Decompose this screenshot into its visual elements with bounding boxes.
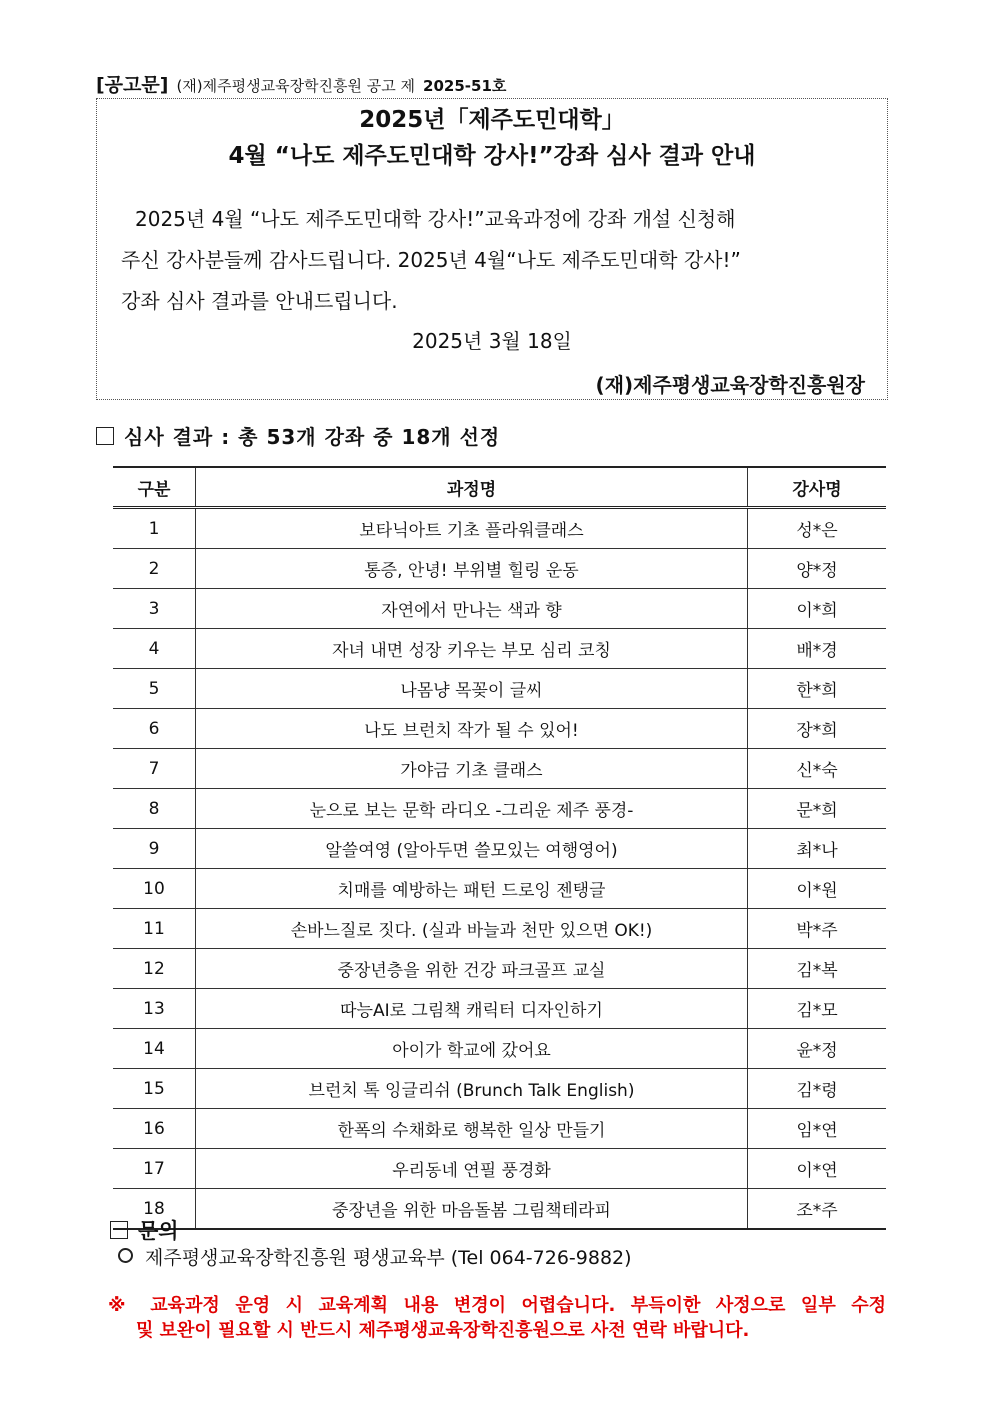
course-name: 한폭의 수채화로 행복한 일상 만들기 xyxy=(196,1109,748,1149)
row-number: 4 xyxy=(113,629,196,669)
notice-tag: [공고문] xyxy=(96,74,169,96)
table-row xyxy=(113,1109,886,1149)
course-name: 알쓸여영 (알아두면 쓸모있는 여행영어) xyxy=(196,829,748,869)
instructor-name: 조*주 xyxy=(748,1189,887,1230)
circle-bullet-icon xyxy=(118,1248,133,1263)
table-row xyxy=(113,909,886,949)
table-header-row xyxy=(113,467,886,508)
row-number: 10 xyxy=(113,869,196,909)
section-heading xyxy=(96,421,500,450)
instructor-name: 신*숙 xyxy=(748,749,887,789)
table-row xyxy=(113,829,886,869)
instructor-name: 성*은 xyxy=(748,508,887,549)
checkbox-square-icon xyxy=(110,1221,128,1239)
contact-text: 제주평생교육장학진흥원 평생교육부 (Tel 064-726-9882) xyxy=(145,1247,632,1269)
instructor-name: 이*희 xyxy=(748,589,887,629)
row-number: 7 xyxy=(113,749,196,789)
page-subtitle: 4월 “나도 제주도민대학 강사!”강좌 심사 결과 안내 xyxy=(228,143,756,169)
table-row xyxy=(113,549,886,589)
column-header: 구분 xyxy=(113,467,196,508)
inquiry-heading xyxy=(110,1215,179,1245)
course-name: 브런치 톡 잉글리쉬 (Brunch Talk English) xyxy=(196,1069,748,1109)
course-name: 치매를 예방하는 패턴 드로잉 젠탱글 xyxy=(196,869,748,909)
instructor-name: 윤*정 xyxy=(748,1029,887,1069)
table-row xyxy=(113,1149,886,1189)
row-number: 18 xyxy=(113,1189,196,1230)
row-number: 8 xyxy=(113,789,196,829)
instructor-name: 임*연 xyxy=(748,1109,887,1149)
instructor-name: 이*원 xyxy=(748,869,887,909)
instructor-name: 양*정 xyxy=(748,549,887,589)
inquiry-contact xyxy=(118,1243,632,1270)
course-name: 중장년층을 위한 건강 파크골프 교실 xyxy=(196,949,748,989)
row-number: 3 xyxy=(113,589,196,629)
table-row xyxy=(113,949,886,989)
warning-line: ※ 교육과정 운영 시 교육계획 내용 변경이 어렵습니다. 부득이한 사정으로 일부 수정 xyxy=(108,1295,886,1316)
instructor-name: 김*복 xyxy=(748,949,887,989)
notice-number: 2025-51호 xyxy=(423,77,507,95)
table-row xyxy=(113,629,886,669)
course-name: 중장년을 위한 마음돌봄 그림책테라피 xyxy=(196,1189,748,1230)
course-name: 통증, 안녕! 부위별 힐링 운동 xyxy=(196,549,748,589)
table-row xyxy=(113,1189,886,1230)
table-row xyxy=(113,749,886,789)
table-row xyxy=(113,508,886,549)
warning-line: 및 보완이 필요할 시 반드시 제주평생교육장학진흥원으로 사전 연락 바랍니다. xyxy=(136,1320,750,1341)
row-number: 2 xyxy=(113,549,196,589)
row-number: 6 xyxy=(113,709,196,749)
inquiry-title: 문의 xyxy=(138,1219,179,1243)
announcement-date: 2025년 3월 18일 xyxy=(412,329,572,353)
row-number: 17 xyxy=(113,1149,196,1189)
signer: (재)제주평생교육장학진흥원장 xyxy=(595,373,865,397)
column-header: 과정명 xyxy=(196,467,748,508)
warning-notice xyxy=(108,1293,886,1343)
course-name: 자연에서 만나는 색과 향 xyxy=(196,589,748,629)
row-number: 14 xyxy=(113,1029,196,1069)
course-name: 나몸냥 목꽂이 글씨 xyxy=(196,669,748,709)
notice-line xyxy=(96,70,506,97)
course-name: 따능AI로 그림책 캐릭터 디자인하기 xyxy=(196,989,748,1029)
table-row xyxy=(113,869,886,909)
column-header: 강사명 xyxy=(748,467,887,508)
body-line: 강좌 심사 결과를 안내드립니다. xyxy=(121,289,398,313)
section-title: 심사 결과 : 총 53개 강좌 중 18개 선정 xyxy=(124,425,501,449)
instructor-name: 문*희 xyxy=(748,789,887,829)
body-line: 2025년 4월 “나도 제주도민대학 강사!”교육과정에 강좌 개설 신청해 xyxy=(135,207,736,231)
table-row xyxy=(113,589,886,629)
row-number: 5 xyxy=(113,669,196,709)
instructor-name: 배*경 xyxy=(748,629,887,669)
notice-org: (재)제주평생교육장학진흥원 공고 제 xyxy=(176,77,416,95)
instructor-name: 이*연 xyxy=(748,1149,887,1189)
table-row xyxy=(113,789,886,829)
body-line: 주신 강사분들께 감사드립니다. 2025년 4월“나도 제주도민대학 강사!” xyxy=(121,248,741,272)
course-name: 손바느질로 짓다. (실과 바늘과 천만 있으면 OK!) xyxy=(196,909,748,949)
checkbox-square-icon xyxy=(96,427,114,445)
instructor-name: 최*나 xyxy=(748,829,887,869)
row-number: 11 xyxy=(113,909,196,949)
announcement-box xyxy=(96,98,888,400)
page-title: 2025년「제주도민대학」 xyxy=(359,107,625,133)
course-name: 우리동네 연필 풍경화 xyxy=(196,1149,748,1189)
table-row xyxy=(113,989,886,1029)
row-number: 12 xyxy=(113,949,196,989)
instructor-name: 김*령 xyxy=(748,1069,887,1109)
course-name: 자녀 내면 성장 키우는 부모 심리 코칭 xyxy=(196,629,748,669)
course-name: 가야금 기초 클래스 xyxy=(196,749,748,789)
instructor-name: 장*희 xyxy=(748,709,887,749)
results-table xyxy=(113,466,886,1230)
table-row xyxy=(113,1069,886,1109)
course-name: 나도 브런치 작가 될 수 있어! xyxy=(196,709,748,749)
course-name: 아이가 학교에 갔어요 xyxy=(196,1029,748,1069)
row-number: 15 xyxy=(113,1069,196,1109)
row-number: 13 xyxy=(113,989,196,1029)
course-name: 보타닉아트 기초 플라워클래스 xyxy=(196,508,748,549)
instructor-name: 박*주 xyxy=(748,909,887,949)
table-row xyxy=(113,669,886,709)
instructor-name: 한*희 xyxy=(748,669,887,709)
row-number: 16 xyxy=(113,1109,196,1149)
table-row xyxy=(113,709,886,749)
row-number: 9 xyxy=(113,829,196,869)
announcement-body xyxy=(121,199,863,322)
instructor-name: 김*모 xyxy=(748,989,887,1029)
table-row xyxy=(113,1029,886,1069)
row-number: 1 xyxy=(113,508,196,549)
course-name: 눈으로 보는 문학 라디오 -그리운 제주 풍경- xyxy=(196,789,748,829)
